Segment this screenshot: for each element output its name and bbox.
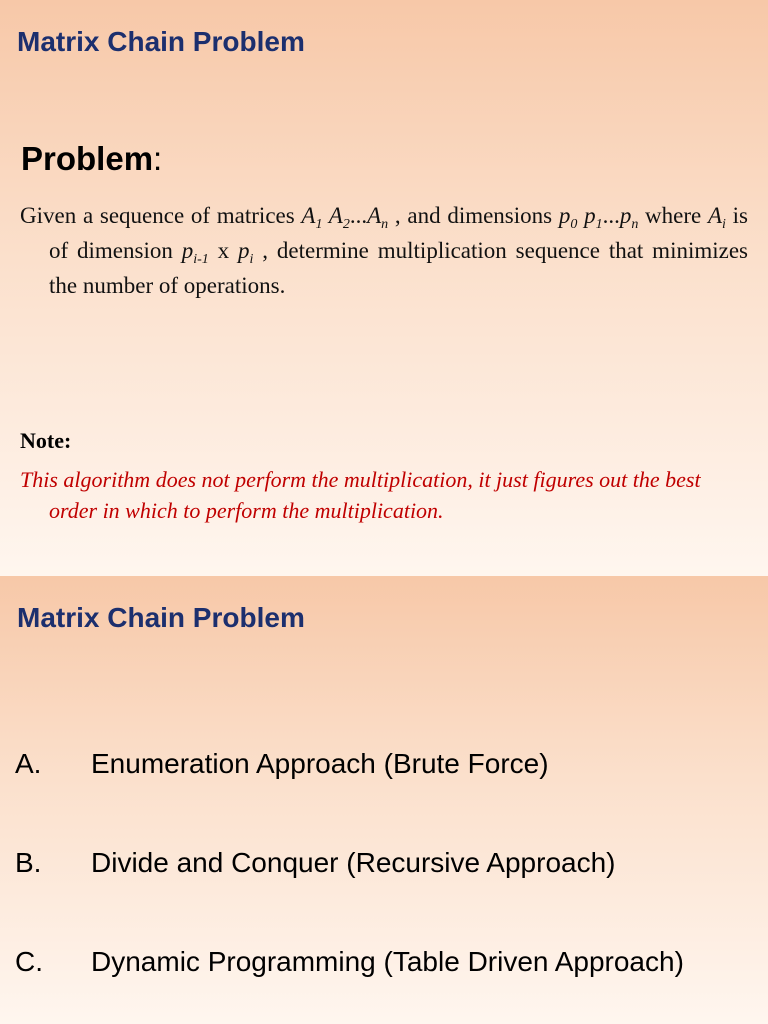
problem-heading-text: Problem: [21, 140, 154, 177]
subscript: n: [381, 217, 389, 232]
subscript: i: [249, 252, 254, 267]
item-text: Dynamic Programming (Table Driven Approach): [91, 946, 684, 977]
dimension-symbol: p: [238, 238, 250, 263]
approach-item-c: [15, 946, 684, 978]
item-marker: C.: [15, 946, 43, 977]
dimension-symbol: p: [181, 238, 194, 263]
problem-heading-colon: :: [153, 140, 163, 177]
text-run: Given a sequence of matrices: [20, 203, 302, 228]
subscript: 1: [595, 217, 603, 232]
matrix-symbol: A: [367, 203, 382, 228]
subscript: n: [631, 217, 639, 232]
dimension-symbol: p: [558, 203, 571, 228]
problem-heading: [21, 140, 162, 178]
slide-title: Matrix Chain Problem: [17, 26, 305, 57]
text-run: , and dimensions: [388, 203, 559, 228]
item-marker: B.: [15, 847, 42, 878]
text-run: is of dimension: [49, 203, 749, 263]
item-text: Enumeration Approach (Brute Force): [91, 748, 549, 779]
note-label: Note:: [20, 428, 72, 453]
item-text: Divide and Conquer (Recursive Approach): [91, 847, 616, 878]
subscript: 0: [570, 217, 578, 232]
matrix-symbol: A: [301, 203, 316, 228]
text-run: where: [638, 203, 708, 228]
subscript: 1: [315, 217, 323, 232]
text-run: , determine multiplication sequence that minimizes the number of operations.: [49, 238, 748, 298]
subscript: 2: [342, 217, 350, 232]
slide-title: Matrix Chain Problem: [17, 602, 305, 633]
approach-item-a: [15, 748, 549, 780]
ellipsis: ...: [602, 203, 620, 228]
slide-approaches: [0, 576, 768, 1024]
matrix-symbol: A: [707, 203, 723, 228]
item-marker: A.: [15, 748, 42, 779]
note-text: This algorithm does not perform the multiplication, it just figures out the best order in which to perform the multiplication.: [20, 467, 701, 523]
dimension-symbol: p: [619, 203, 632, 228]
dimension-symbol: p: [577, 203, 596, 228]
text-run: x: [208, 238, 239, 263]
approach-item-b: [15, 847, 616, 879]
problem-statement: [20, 198, 748, 303]
ellipsis: ...: [349, 203, 368, 228]
matrix-symbol: A: [322, 203, 343, 228]
subscript: i: [722, 217, 726, 232]
subscript: i-1: [193, 252, 209, 267]
